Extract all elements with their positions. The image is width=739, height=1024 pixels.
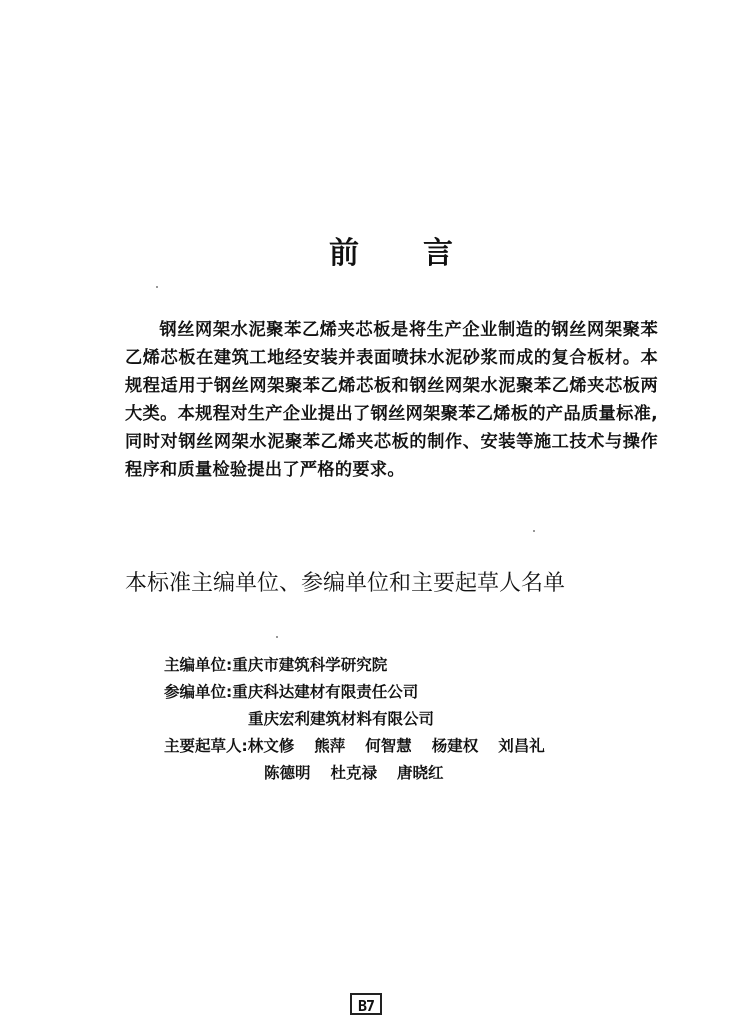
drafters-names-1 — [248, 733, 565, 760]
drafter-name: 唐晓红 — [397, 764, 444, 782]
drafter-name: 刘昌礼 — [498, 737, 545, 755]
chief-unit-label: 主编单位: — [164, 656, 233, 674]
drafter-name: 陈德明 — [264, 764, 311, 782]
participant-unit-row-2 — [164, 706, 634, 733]
participant-unit-label: 参编单位: — [164, 683, 233, 701]
section-heading: 本标准主编单位、参编单位和主要起草人名单 — [125, 571, 566, 596]
drafter-name: 林文修 — [247, 737, 295, 755]
chief-unit-row — [164, 652, 634, 679]
drafter-name: 何智慧 — [365, 737, 412, 755]
drafters-names-2 — [264, 760, 464, 787]
title-char-2: 言 — [423, 236, 453, 271]
participant-unit-value-1: 重庆科达建材有限责任公司 — [232, 683, 419, 701]
scan-speck — [156, 286, 158, 288]
units-list — [164, 652, 634, 787]
participant-unit-row — [164, 679, 634, 706]
scan-speck — [276, 636, 278, 638]
chief-unit-value: 重庆市建筑科学研究院 — [232, 656, 388, 674]
participant-unit-value-2: 重庆宏利建筑材料有限公司 — [248, 710, 435, 728]
page-title — [329, 228, 453, 272]
drafters-row-2 — [164, 760, 634, 787]
drafters-label: 主要起草人: — [164, 737, 248, 755]
drafter-name: 熊萍 — [314, 737, 346, 755]
page-stamp: B7 — [350, 993, 382, 1015]
scan-speck — [533, 530, 535, 532]
drafter-name: 杨建权 — [431, 737, 479, 755]
drafter-name: 杜克禄 — [330, 764, 378, 782]
preface-paragraph: 钢丝网架水泥聚苯乙烯夹芯板是将生产企业制造的钢丝网架聚苯乙烯芯板在建筑工地经安装并表面喷抹水泥砂浆而成的复合板材。本规程适用于钢丝网架聚苯乙烯芯板和钢丝网架水泥聚苯乙烯夹芯板两大类。本规程对生产企业提出了钢丝网架聚苯乙烯板的产品质量标准,同时对钢丝网架水泥聚苯乙烯夹芯板的制作、安装等施工技术与操作程序和质量检验提出了严格的要求。 — [125, 320, 658, 480]
title-char-1: 前 — [329, 236, 359, 271]
drafters-row — [164, 733, 634, 760]
